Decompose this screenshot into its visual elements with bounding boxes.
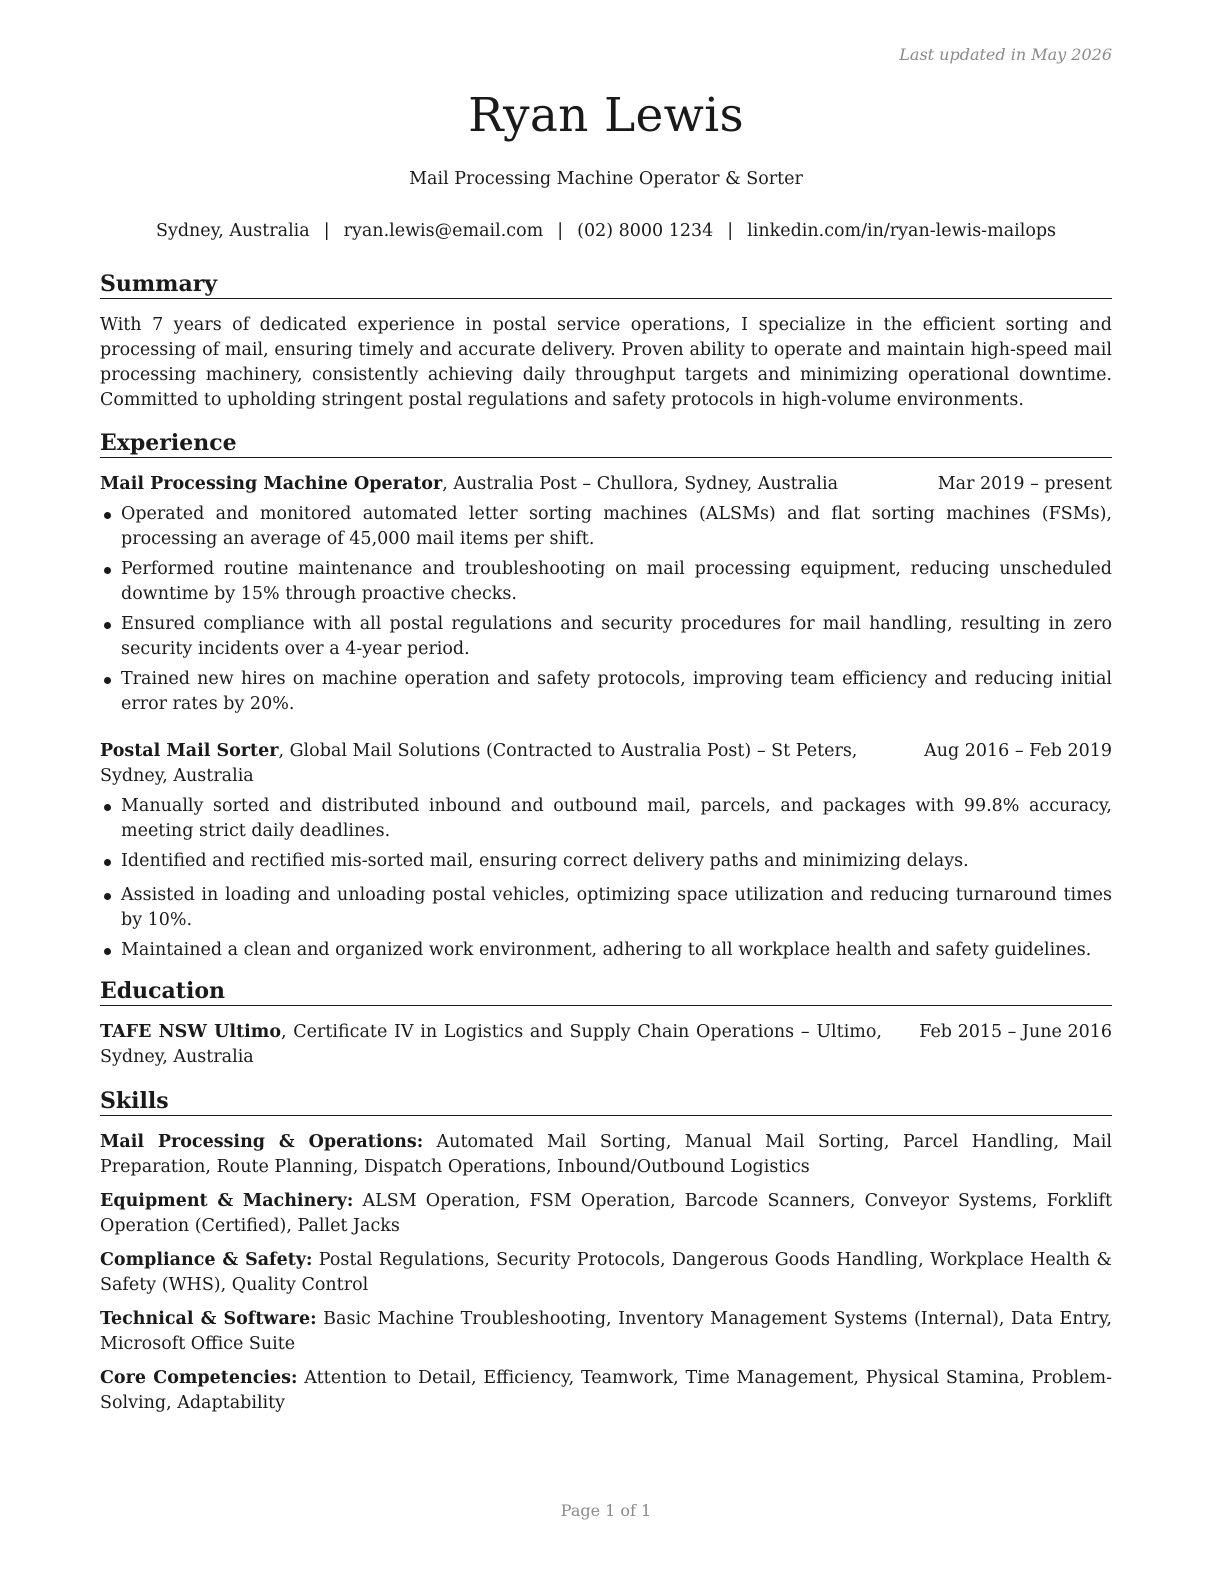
job-organization: , Global Mail Solutions (Contracted to Australia Post) – St Peters, Sydney, Australia	[100, 741, 858, 786]
skill-group-items: Attention to Detail, Efficiency, Teamwork, Time Management, Physical Stamina, Problem-Solving, Adaptability	[100, 1368, 1112, 1413]
contact-phone-link[interactable]: (02) 8000 1234	[577, 221, 714, 241]
skill-group-items: ALSM Operation, FSM Operation, Barcode Scanners, Conveyor Systems, Forklift Operation (Certified), Pallet Jacks	[100, 1191, 1112, 1236]
experience-entry	[100, 739, 1112, 963]
resume-page	[100, 0, 1112, 1584]
job-bullet: Performed routine maintenance and troubleshooting on mail processing equipment, reducing unscheduled downtime by 15% through proactive checks.	[100, 557, 1112, 607]
skill-group-items: Postal Regulations, Security Protocols, Dangerous Goods Handling, Workplace Health & Safety (WHS), Quality Control	[100, 1250, 1112, 1295]
section-title-experience: Experience	[100, 429, 1112, 458]
section-title-skills: Skills	[100, 1087, 1112, 1116]
education-entry	[100, 1020, 1112, 1070]
skill-group	[100, 1189, 1112, 1239]
skill-group-label: Technical & Software:	[100, 1309, 317, 1329]
candidate-name: Ryan Lewis	[468, 88, 744, 143]
skill-group-items: Automated Mail Sorting, Manual Mail Sorting, Parcel Handling, Mail Preparation, Route Planning, Dispatch Operations, Inbound/Outbound Logistics	[100, 1132, 1112, 1177]
skill-group	[100, 1366, 1112, 1416]
skill-group	[100, 1130, 1112, 1180]
job-role: Mail Processing Machine Operator	[100, 474, 443, 494]
education-school: TAFE NSW Ultimo	[100, 1022, 281, 1042]
skill-group-label: Compliance & Safety:	[100, 1250, 313, 1270]
contact-separator: |	[323, 221, 330, 241]
job-bullet: Maintained a clean and organized work environment, adhering to all workplace health and safety guidelines.	[100, 938, 1112, 963]
contact-email-link[interactable]: ryan.lewis@email.com	[343, 221, 544, 241]
job-bullet-list	[100, 794, 1112, 963]
education-detail: , Certificate IV in Logistics and Supply Chain Operations – Ultimo, Sydney, Australia	[100, 1022, 882, 1067]
contact-location: Sydney, Australia	[155, 221, 310, 241]
skill-group-label: Core Competencies:	[100, 1368, 298, 1388]
candidate-headline: Mail Processing Machine Operator & Sorter	[409, 169, 803, 189]
job-dates: Mar 2019 – present	[937, 474, 1112, 494]
contact-separator: |	[557, 221, 564, 241]
job-bullet: Identified and rectified mis-sorted mail, ensuring correct delivery paths and minimizing delays.	[100, 849, 1112, 874]
job-role: Postal Mail Sorter	[100, 741, 279, 761]
job-dates: Aug 2016 – Feb 2019	[924, 741, 1112, 761]
contact-linkedin-link[interactable]: linkedin.com/in/ryan-lewis-mailops	[747, 221, 1057, 241]
contact-line	[100, 220, 1112, 242]
job-bullet: Operated and monitored automated letter sorting machines (ALSMs) and flat sorting machines (FSMs), processing an average of 45,000 mail items per shift.	[100, 502, 1112, 552]
job-bullet: Trained new hires on machine operation and safety protocols, improving team efficiency and reducing initial error rates by 20%.	[100, 667, 1112, 717]
contact-separator: |	[727, 221, 734, 241]
skill-group	[100, 1248, 1112, 1298]
experience-entry	[100, 472, 1112, 717]
job-bullet: Manually sorted and distributed inbound and outbound mail, parcels, and packages with 99.8% accuracy, meeting strict daily deadlines.	[100, 794, 1112, 844]
last-updated-note: Last updated in May 2026	[899, 45, 1112, 64]
page-number: Page 1 of 1	[560, 1501, 652, 1520]
job-bullet: Ensured compliance with all postal regulations and security procedures for mail handling, resulting in zero security incidents over a 4-year period.	[100, 612, 1112, 662]
section-title-summary: Summary	[100, 270, 1112, 299]
job-bullet-list	[100, 502, 1112, 717]
skill-group-label: Mail Processing & Operations:	[100, 1132, 424, 1152]
experience-entry-header	[100, 472, 1112, 497]
resume-content	[100, 270, 1112, 1425]
section-title-education: Education	[100, 977, 1112, 1006]
experience-entry-header	[100, 739, 1112, 789]
skill-group	[100, 1307, 1112, 1357]
summary-text: With 7 years of dedicated experience in postal service operations, I specialize in the efficient sorting and processing of mail, ensuring timely and accurate delivery. Proven ability to operate and maintain high-speed mail processing machinery, consistently achieving daily throughput targets and minimizing operational downtime. Committed to upholding stringent postal regulations and safety protocols in high-volume environments.	[100, 315, 1112, 410]
skill-group-label: Equipment & Machinery:	[100, 1191, 354, 1211]
job-bullet: Assisted in loading and unloading postal vehicles, optimizing space utilization and reducing turnaround times by 10%.	[100, 883, 1112, 933]
skill-group-items: Basic Machine Troubleshooting, Inventory Management Systems (Internal), Data Entry, Microsoft Office Suite	[100, 1309, 1112, 1354]
education-dates: Feb 2015 – June 2016	[919, 1022, 1112, 1042]
job-organization: , Australia Post – Chullora, Sydney, Australia	[442, 474, 839, 494]
